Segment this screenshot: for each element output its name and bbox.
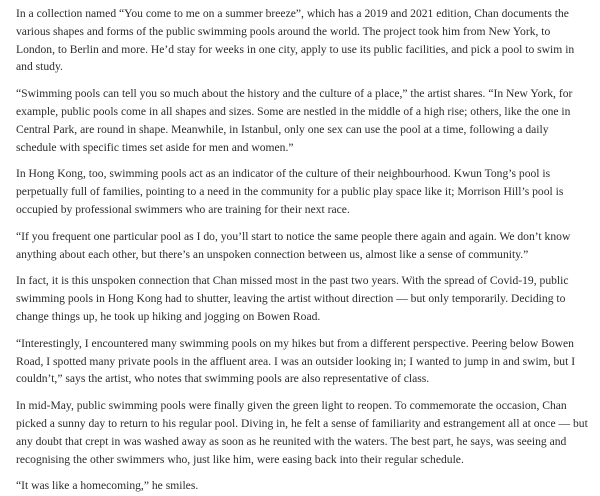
article-paragraph-8: “It was like a homecoming,” he smiles. — [16, 479, 199, 493]
article-paragraph-6: “Interestingly, I encountered many swimming pools on my hikes but from a different perspective. Peering below Bowen Road, I spotted many private pools in the affluent area. I was an outsider looking in; I wanted to jump in and swim, but I couldn’t,” says the artist, who notes that swimming pools are also representative of class. — [16, 336, 576, 386]
article-paragraph-5: In fact, it is this unspoken connection that Chan missed most in the past two years. With the spread of Covid-19, public swimming pools in Hong Kong had to shutter, leaving the artist without direction — but only temporarily. Deciding to change things up, he took up hiking and jogging on Bowen Road. — [16, 274, 569, 323]
article-paragraph-3: In Hong Kong, too, swimming pools act as an indicator of the culture of their neighbourhood. Kwun Tong’s pool is perpetually full of families, pointing to a need in the community for a public play space like it; Morrison Hill’s pool is occupied by professional swimmers who are training for their next race. — [16, 167, 564, 216]
article-paragraph-4: “If you frequent one particular pool as I do, you’ll start to notice the same people there again and again. We don’t know anything about each other, but there’s an unspoken connection between us, almost like a sense of community.” — [16, 229, 571, 261]
article-paragraph-7: In mid-May, public swimming pools were finally given the green light to reopen. To commemorate the occasion, Chan picked a sunny day to return to his regular pool. Diving in, he felt a sense of familiarity and estrangement all at once — but any doubt that crept in was washed away as soon as he reunited with the waters. The best part, he says, was seeing and recognising the other swimmers who, just like him, were easing back into their regular schedule. — [16, 399, 588, 466]
article-paragraph-2: “Swimming pools can tell you so much about the history and the culture of a place,” the artist shares. “In New York, for example, public pools come in all shapes and sizes. Some are nestled in the middle of a high rise; others, like the one in Central Park, are round in shape. Meanwhile, in Istanbul, only one sex can use the pool at a time, following a daily schedule with specific times set aside for men and women.” — [16, 87, 573, 154]
article-paragraph-1: In a collection named “You come to me on a summer breeze”, which has a 2019 and 2021 edition, Chan documents the various shapes and forms of the public swimming pools around the world. The project took him from New York, to London, to Berlin and more. He’d stay for weeks in one city, apply to use its public facilities, and pick a pool to swim in and study. — [16, 7, 575, 74]
